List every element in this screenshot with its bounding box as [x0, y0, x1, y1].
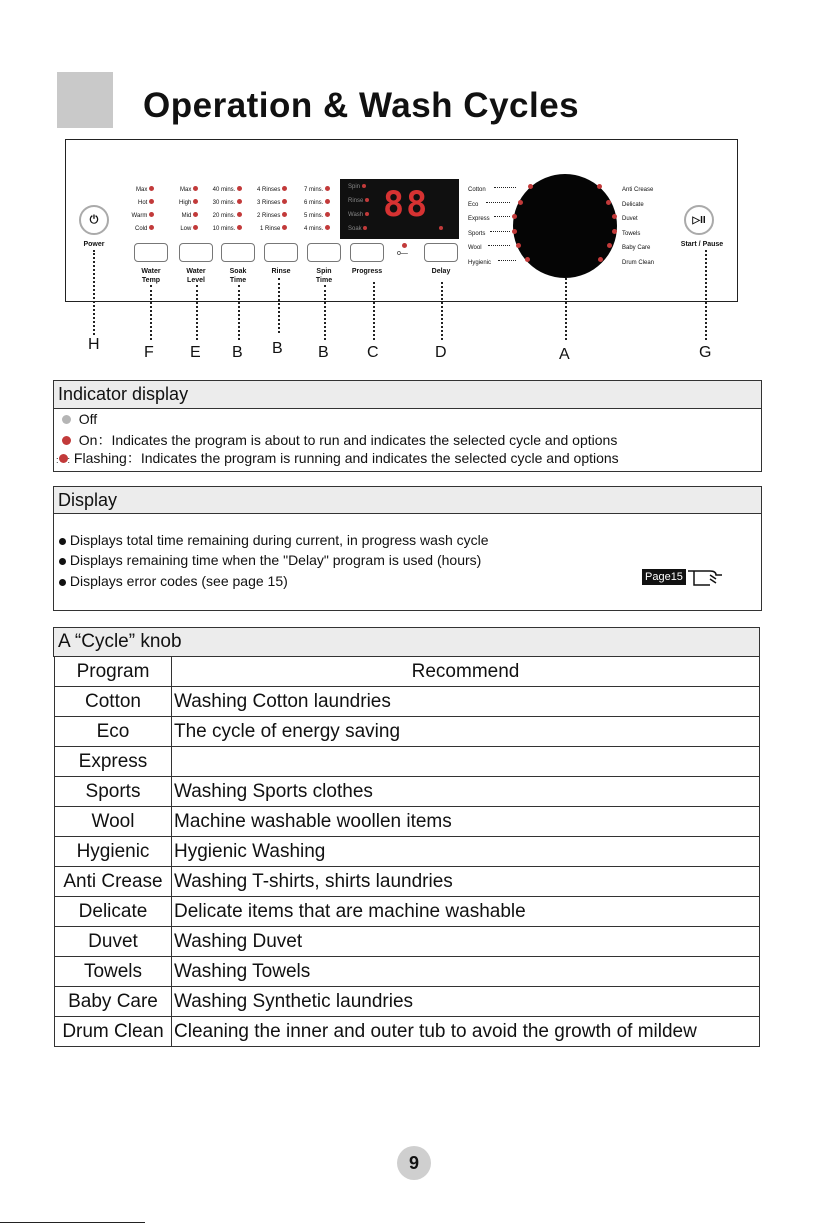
knob-program-label: Anti Crease: [622, 187, 654, 193]
rinse-options: 4 Rinses 3 Rinses 2 Rinses 1 Rinse: [247, 184, 287, 236]
indicator-heading: Indicator display: [54, 381, 761, 409]
cycle-table: [54, 656, 760, 1047]
table-row: Baby Care Washing Synthetic laundries: [55, 987, 760, 1017]
table-row: Anti Crease Washing T-shirts, shirts laundries: [55, 867, 760, 897]
pointing-hand-icon: [686, 565, 726, 589]
display-indicator-dot: [439, 226, 443, 230]
callout-letter-g: G: [699, 344, 712, 361]
indicator-dot: [149, 186, 154, 191]
indicator-dot: [282, 199, 287, 204]
flashing-indicator-icon: : :: [56, 455, 71, 465]
indicator-flashing-row: : : Flashing：Indicates the program is running and indicates the selected cycle and options: [56, 450, 619, 466]
knob-program-label: Express: [468, 216, 490, 223]
knob-program-label: Eco: [468, 201, 479, 208]
cycle-knob-section: [53, 627, 760, 657]
soak-time-options: 40 mins. 30 mins. 20 mins. 10 mins.: [202, 184, 242, 236]
spin-time-options: 7 mins. 6 mins. 5 mins. 4 mins.: [292, 184, 330, 236]
indicator-dot: [237, 212, 242, 217]
table-row: Sports Washing Sports clothes: [55, 777, 760, 807]
knob-program-label: Delicate: [622, 201, 644, 208]
indicator-dot: [149, 225, 154, 230]
table-row: Delicate Delicate items that are machine washable: [55, 897, 760, 927]
callout-letter-d: D: [435, 344, 447, 361]
option-row: Warm: [120, 210, 154, 223]
indicator-dot: [193, 199, 198, 204]
key-lock-icon: o—: [397, 250, 408, 257]
indicator-display-section: [53, 380, 762, 472]
callout-letter-b: B: [272, 340, 283, 357]
display-section: [53, 486, 762, 611]
knob-indicator-dot: [512, 214, 517, 219]
indicator-dot: [149, 199, 154, 204]
cycle-knob-heading: A “Cycle” knob: [54, 628, 759, 657]
water-level-options: Max High Mid Low: [164, 184, 198, 236]
power-label: Power: [83, 241, 105, 248]
spin-time-button[interactable]: [307, 243, 341, 262]
display-word-spin: Spin: [348, 184, 366, 190]
display-digits: 88: [383, 185, 430, 225]
water-level-button[interactable]: [179, 243, 213, 262]
callout-line-d: [441, 282, 443, 340]
callout-line-h: [93, 250, 95, 335]
callout-line-f: [150, 285, 152, 340]
start-pause-button[interactable]: [684, 205, 714, 235]
indicator-dot: [325, 225, 330, 230]
indicator-dot: [237, 199, 242, 204]
callout-letter-b: B: [232, 344, 243, 361]
cycle-knob[interactable]: [513, 174, 617, 278]
display-word-rinse: Rinse: [348, 198, 369, 204]
knob-indicator-dot: [518, 200, 523, 205]
display-list-item: Displays remaining time when the "Delay" program is used (hours): [59, 552, 481, 568]
callout-letter-c: C: [367, 344, 379, 361]
column-header-recommend: Recommend: [172, 657, 760, 687]
knob-program-label: Cotton: [468, 187, 486, 193]
indicator-dot: [325, 186, 330, 191]
rinse-button[interactable]: [264, 243, 298, 262]
indicator-dot: [237, 186, 242, 191]
spin-time-label: Spin Time: [315, 268, 333, 284]
knob-indicator-dot: [512, 229, 517, 234]
table-header-row: [55, 657, 760, 687]
knob-right-labels: [622, 183, 654, 271]
knob-program-label: Wool: [468, 245, 482, 252]
knob-indicator-dot: [528, 184, 533, 189]
on-indicator-dot: [62, 436, 71, 445]
page-reference-badge[interactable]: Page15: [642, 569, 686, 585]
indicator-dot: [193, 225, 198, 230]
indicator-dot: [193, 212, 198, 217]
knob-indicator-dot: [607, 243, 612, 248]
display-list-item: Displays error codes (see page 15): [59, 573, 288, 589]
knob-indicator-dot: [516, 243, 521, 248]
soak-time-label: Soak Time: [229, 268, 247, 284]
indicator-dot: [282, 225, 287, 230]
indicator-on-row: On：Indicates the program is about to run and indicates the selected cycle and options: [62, 430, 617, 450]
callout-line-a: [565, 278, 567, 340]
knob-indicator-dot: [606, 200, 611, 205]
callout-letter-a: A: [559, 346, 570, 363]
progress-button[interactable]: [350, 243, 384, 262]
indicator-dot: [193, 186, 198, 191]
table-row: Duvet Washing Duvet: [55, 927, 760, 957]
callout-line-e: [196, 285, 198, 340]
table-row: Hygienic Hygienic Washing: [55, 837, 760, 867]
option-row: Cold: [120, 223, 154, 236]
rinse-label: Rinse: [271, 268, 291, 275]
display-heading: Display: [54, 487, 761, 514]
callout-letter-b: B: [318, 344, 329, 361]
lock-indicator-dot: [402, 243, 407, 248]
callout-letter-f: F: [144, 344, 154, 361]
footer-rule: [0, 1222, 145, 1223]
power-icon: ⏻: [89, 213, 99, 226]
callout-letter-e: E: [190, 344, 201, 361]
header-grey-block: [57, 72, 113, 128]
progress-label: Progress: [351, 268, 383, 275]
indicator-dot: [282, 212, 287, 217]
column-header-program: Program: [55, 657, 172, 687]
page-title: Operation & Wash Cycles: [143, 86, 580, 125]
page-number: 9: [397, 1146, 431, 1180]
table-row: Drum Clean Cleaning the inner and outer tub to avoid the growth of mildew: [55, 1017, 760, 1047]
table-row: Cotton Washing Cotton laundries: [55, 687, 760, 717]
knob-program-label: Baby Care: [622, 245, 651, 252]
indicator-dot: [325, 199, 330, 204]
knob-indicator-dot: [612, 214, 617, 219]
water-temp-options: [120, 184, 154, 236]
knob-program-label: Sports: [468, 230, 486, 237]
indicator-dot: [149, 212, 154, 217]
callout-line-c: [373, 282, 375, 340]
water-level-label: Water Level: [186, 268, 206, 284]
off-indicator-dot: [62, 415, 71, 424]
water-temp-label: Water Temp: [141, 268, 161, 284]
callout-line-b2: [278, 278, 280, 333]
delay-button[interactable]: [424, 243, 458, 262]
soak-time-button[interactable]: [221, 243, 255, 262]
table-row: Eco The cycle of energy saving: [55, 717, 760, 747]
display-word-wash: Wash: [348, 212, 369, 218]
knob-program-label: Duvet: [622, 216, 638, 223]
water-temp-button[interactable]: [134, 243, 168, 262]
callout-line-g: [705, 250, 707, 340]
callout-letter-h: H: [88, 336, 100, 353]
play-pause-icon: ▷II: [692, 214, 706, 226]
knob-program-label: Drum Clean: [622, 259, 655, 266]
knob-program-label: Hygienic: [468, 259, 492, 266]
knob-program-label: Towels: [622, 230, 641, 237]
display-list-item: Displays total time remaining during current, in progress wash cycle: [59, 532, 489, 548]
knob-indicator-dot: [598, 257, 603, 262]
callout-line-b1: [238, 285, 240, 340]
display-word-soak: Soak: [348, 226, 367, 232]
indicator-dot: [325, 212, 330, 217]
option-row: Max: [120, 184, 154, 197]
knob-indicator-dot: [612, 229, 617, 234]
table-row: Wool Machine washable woollen items: [55, 807, 760, 837]
delay-label: Delay: [431, 268, 451, 275]
option-row: Hot: [120, 197, 154, 210]
indicator-off-row: Off: [62, 411, 97, 427]
indicator-dot: [282, 186, 287, 191]
table-row: Express: [55, 747, 760, 777]
callout-line-b3: [324, 285, 326, 340]
knob-indicator-dot: [525, 257, 530, 262]
start-pause-label: Start / Pause: [680, 241, 724, 248]
power-button[interactable]: [79, 205, 109, 235]
knob-indicator-dot: [597, 184, 602, 189]
knob-left-labels: [468, 183, 491, 271]
table-row: Towels Washing Towels: [55, 957, 760, 987]
indicator-dot: [237, 225, 242, 230]
